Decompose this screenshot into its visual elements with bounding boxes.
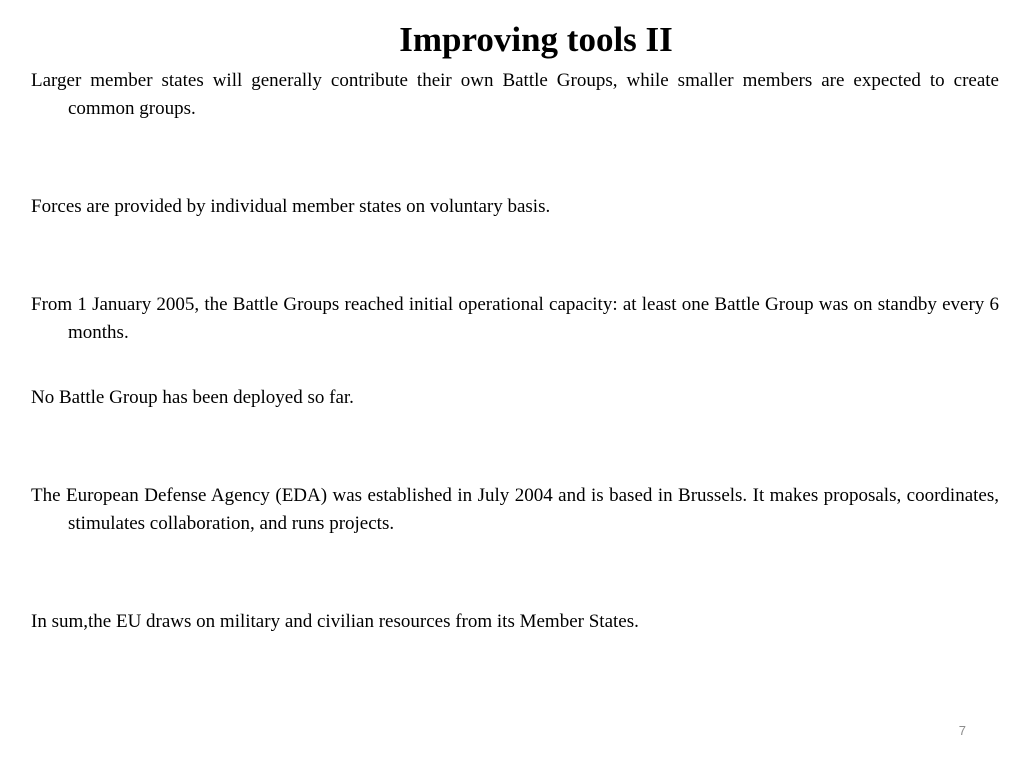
page-number: 7 bbox=[958, 723, 966, 738]
paragraph-battle-groups-contribution: Larger member states will generally contribute their own Battle Groups, while smaller members are expected to create common groups. bbox=[31, 70, 999, 119]
paragraph-eda: The European Defense Agency (EDA) was established in July 2004 and is based in Brussels. It makes proposals, coordinates, stimulates collaboration, and runs projects. bbox=[31, 485, 999, 534]
paragraph-operational-capacity: From 1 January 2005, the Battle Groups reached initial operational capacity: at least one Battle Group was on standby every 6 months. bbox=[31, 294, 999, 343]
paragraph-no-deployment: No Battle Group has been deployed so far. bbox=[31, 387, 354, 408]
paragraph-summary: In sum,the EU draws on military and civilian resources from its Member States. bbox=[31, 611, 639, 632]
slide-title: Improving tools II bbox=[399, 20, 673, 59]
paragraph-voluntary-forces: Forces are provided by individual member states on voluntary basis. bbox=[31, 196, 551, 217]
